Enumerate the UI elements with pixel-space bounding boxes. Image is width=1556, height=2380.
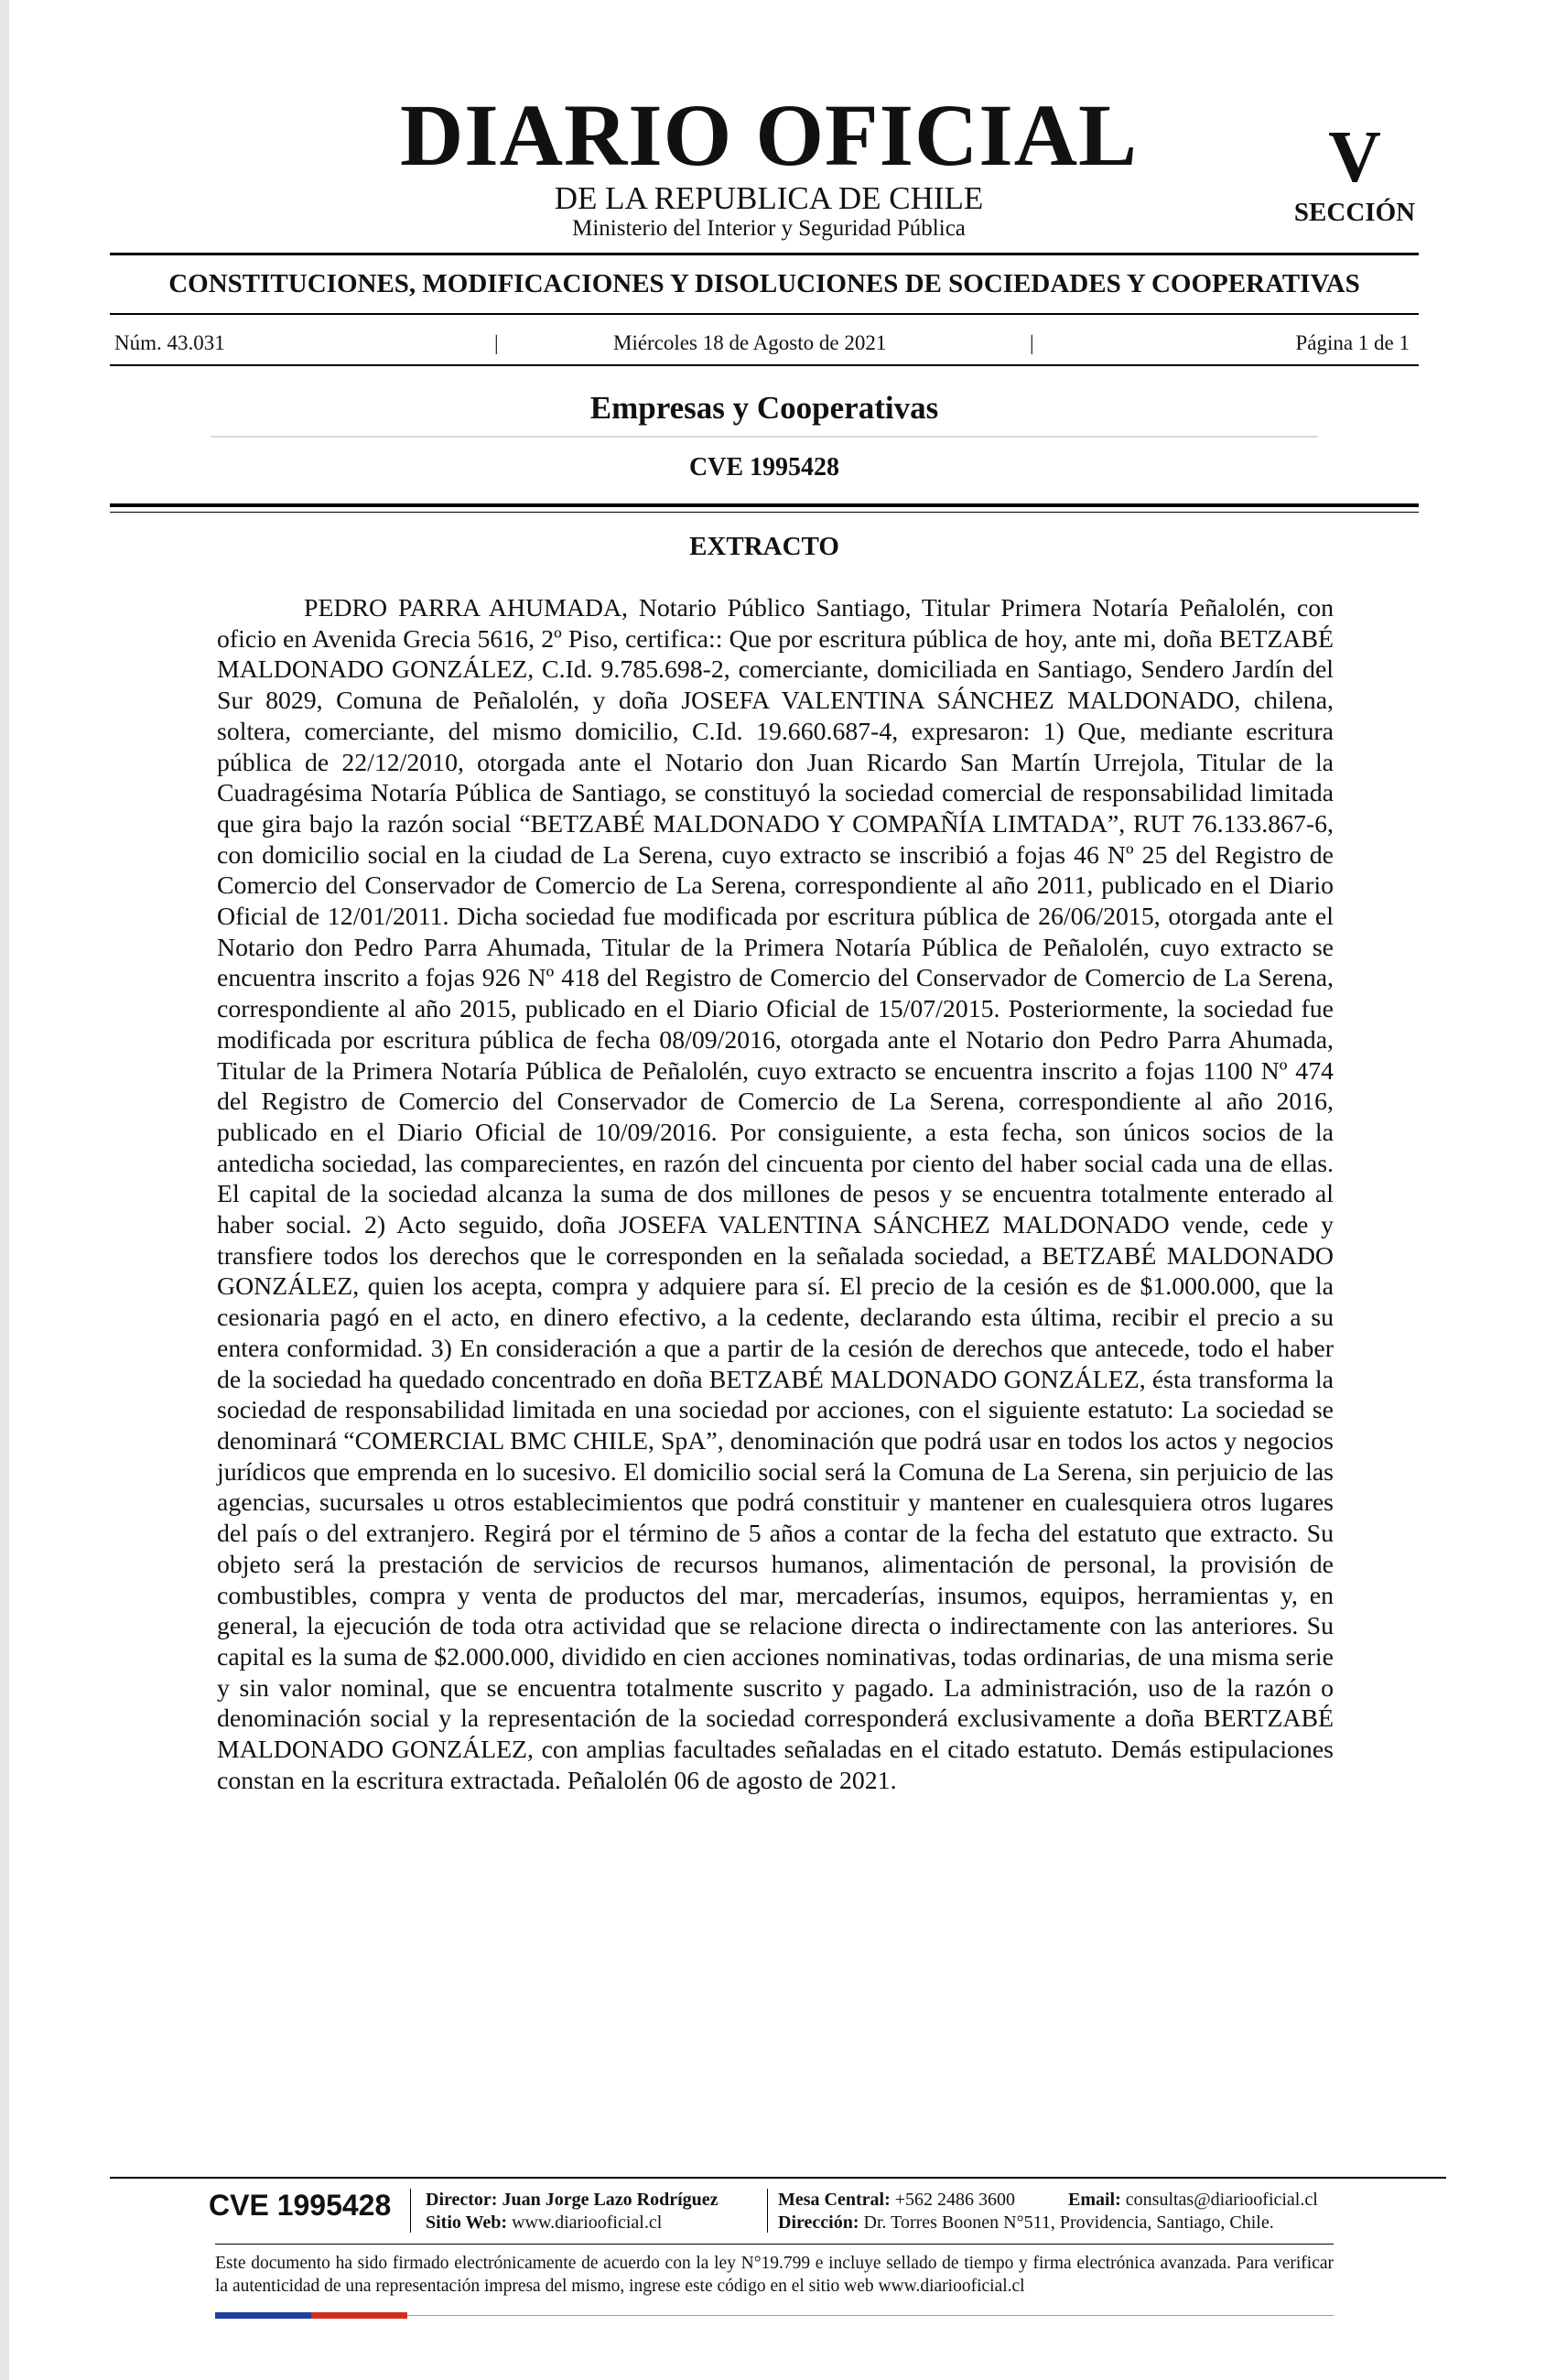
section-title-rule	[211, 436, 1318, 438]
extract-heading: EXTRACTO	[689, 532, 839, 561]
masthead-title: DIARIO OFICIAL	[399, 86, 1139, 184]
masthead-rule	[110, 253, 1419, 255]
footer-director-block	[426, 2189, 719, 2234]
category-header: CONSTITUCIONES, MODIFICACIONES Y DISOLUCIONES DE SOCIEDADES Y COOPERATIVAS	[168, 269, 1360, 298]
address-label: Dirección:	[778, 2212, 859, 2233]
issue-separator: |	[1030, 331, 1034, 354]
cve-code: CVE 1995428	[688, 453, 840, 481]
flag-stripe-blue	[215, 2312, 311, 2319]
issue-number: Núm. 43.031	[114, 331, 225, 354]
site-link[interactable]: www.diariooficial.cl	[512, 2212, 663, 2233]
extract-body: PEDRO PARRA AHUMADA, Notario Público Santiago, Titular Primera Notaría Peñalolén, con oficio en Avenida Grecia 5616, 2º Piso, certifica:: Que por escritura pública de hoy, ante mi, doña BETZABÉ MALDONADO GONZÁLEZ, C.Id. 9.785.698-2, comerciante, domiciliada en Santiago, Sendero Jardín del Sur 8029, Comuna de Peñalolén, y doña JOSEFA VALENTINA SÁNCHEZ MALDONADO, chilena, soltera, comerciante, del mismo domicilio, C.Id. 19.660.687-4, expresaron: 1) Que, mediante escritura pública de 22/12/2010, otorgada ante el Notario don Juan Ricardo San Martín Urrejola, Titular de la Cuadragésima Notaría Pública de Santiago, se constituyó la sociedad comercial de responsabilidad limitada que gira bajo la razón social “BETZABÉ MALDONADO Y COMPAÑÍA LIMTADA”, RUT 76.133.867-6, con domicilio social en la ciudad de La Serena, cuyo extracto se inscribió a fojas 46 Nº 25 del Registro de Comercio del Conservador de Comercio de La Serena, correspondiente al año 2011, publicado en el Diario Oficial de 12/01/2011. Dicha sociedad fue modificada por escritura pública de 26/06/2015, otorgada ante el Notario don Pedro Parra Ahumada, Titular de la Primera Notaría Pública de Peñalolén, cuyo extracto se encuentra inscrito a fojas 926 Nº 418 del Registro de Comercio del Conservador de Comercio de La Serena, correspondiente al año 2015, publicado en el Diario Oficial de 15/07/2015. Posteriormente, la sociedad fue modificada por escritura pública de fecha 08/09/2016, otorgada ante el Notario don Pedro Parra Ahumada, Titular de la Primera Notaría Pública de Peñalolén, cuyo extracto se encuentra inscrito a fojas 1100 Nº 474 del Registro de Comercio del Conservador de Comercio de La Serena, correspondiente al año 2016, publicado en el Diario Oficial de 10/09/2016. Por consiguiente, a esta fecha, son únicos socios de la antedicha sociedad, las comparecientes, en razón del cincuenta por ciento del haber social cada una de ellas. El capital de la sociedad alcanza la suma de dos millones de pesos y se encuentra totalmente enterado al haber social. 2) Acto seguido, doña JOSEFA VALENTINA SÁNCHEZ MALDONADO vende, cede y transfiere todos los derechos que le corresponden en la señalada sociedad, a BETZABÉ MALDONADO GONZÁLEZ, quien los acepta, compra y adquiere para sí. El precio de la cesión es de $1.000.000, que la cesionaria pagó en el acto, en dinero efectivo, a la cedente, declarando esta última, recibir el precio a su entera conformidad. 3) En consideración a que a partir de la cesión de derechos que antecede, todo el haber de la sociedad ha quedado concentrado en doña BETZABÉ MALDONADO GONZÁLEZ, ésta transforma la sociedad de responsabilidad limitada en una sociedad por acciones, con el siguiente estatuto: La sociedad se denominará “COMERCIAL BMC CHILE, SpA”, denominación que podrá usar en todos los actos y negocios jurídicos que emprenda en lo sucesivo. El domicilio social será la Comuna de La Serena, sin perjuicio de las agencias, sucursales u otros establecimientos que podrá constituir y mantener en cualesquiera otros lugares del país o del extranjero. Regirá por el término de 5 años a contar de la fecha del estatuto que extracto. Su objeto será la prestación de servicios de recursos humanos, alimentación de personal, la provisión de combustibles, compra y venta de productos del mar, mercaderías, insumos, equipos, herramientas y, en general, la ejecución de toda otra actividad que se relacione directa o indirectamente con las anteriores. Su capital es la suma de $2.000.000, dividido en cien acciones nominativas, todas ordinarias, de una misma serie y sin valor nominal, que se encuentra totalmente suscrito y pagado. La administración, uso de la razón o denominación social y la representación de la sociedad corresponderá exclusivamente a doña BERTZABÉ MALDONADO GONZÁLEZ, con amplias facultades señaladas en el citado estatuto. Demás estipulaciones constan en la escritura extractada. Peñalolén 06 de agosto de 2021.	[217, 594, 1334, 1795]
site-label: Sitio Web:	[426, 2212, 508, 2233]
footer-legal-note: Este documento ha sido firmado electrónicamente de acuerdo con la ley N°19.799 e incluye sellado de tiempo y firma electrónica avanzada. Para verificar la autenticidad de una representación impresa del mismo, ingrese este código en el sitio web www.diariooficial.cl	[215, 2254, 1334, 2296]
page-left-edge	[0, 0, 9, 2380]
issue-bar	[110, 332, 1419, 360]
phone-label: Mesa Central:	[778, 2190, 891, 2210]
footer-cve-code: CVE 1995428	[209, 2189, 392, 2222]
footer-divider	[410, 2189, 411, 2233]
double-rule-top	[110, 503, 1419, 507]
director-label: Director:	[426, 2190, 498, 2210]
masthead-subtitle: DE LA REPUBLICA DE CHILE	[554, 180, 984, 216]
footer-rule-top	[110, 2177, 1446, 2179]
issue-separator: |	[494, 331, 499, 354]
masthead-ministry: Ministerio del Interior y Seguridad Pública	[572, 216, 966, 241]
footer-divider	[767, 2189, 768, 2233]
category-rule	[110, 313, 1419, 315]
address-value: Dr. Torres Boonen N°511, Providencia, Santiago, Chile.	[863, 2212, 1274, 2233]
phone-value: +562 2486 3600	[894, 2190, 1016, 2210]
section-title: Empresas y Cooperativas	[589, 390, 939, 426]
footer-rule-middle	[215, 2244, 1334, 2245]
director-name: Juan Jorge Lazo Rodríguez	[502, 2190, 719, 2210]
issue-date: Miércoles 18 de Agosto de 2021	[613, 331, 887, 354]
section-label: SECCIÓN	[1293, 198, 1416, 227]
flag-stripe-red	[311, 2312, 407, 2319]
issue-bar-rule	[110, 364, 1419, 366]
email-label: Email:	[1068, 2190, 1121, 2210]
section-letter: V	[1328, 117, 1381, 198]
issue-page-number: Página 1 de 1	[1295, 331, 1410, 354]
email-link[interactable]: consultas@diariooficial.cl	[1125, 2190, 1318, 2210]
footer-rule-bottom	[407, 2315, 1334, 2316]
footer-email-block	[1068, 2189, 1318, 2212]
double-rule-bottom	[110, 512, 1419, 513]
